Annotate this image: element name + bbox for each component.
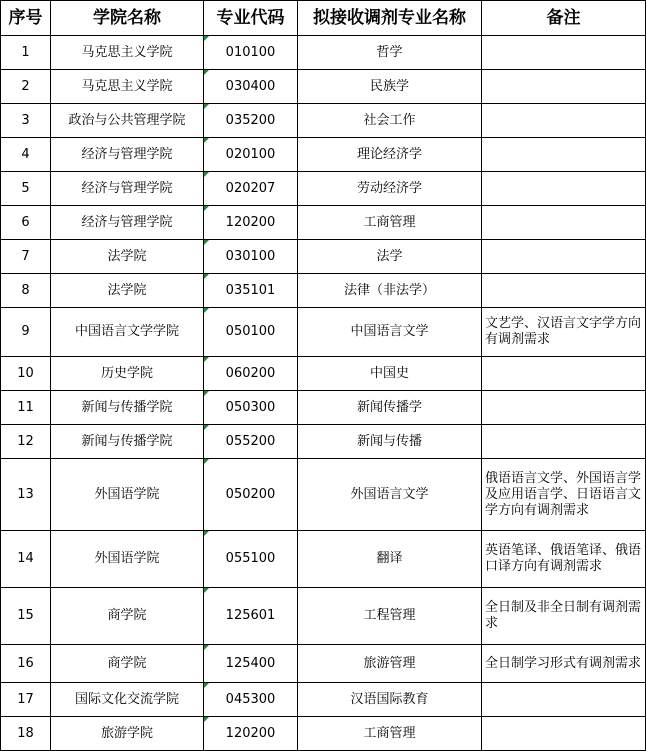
table-row [1, 138, 646, 172]
seq-cell: 7 [1, 240, 51, 274]
seq-cell: 16 [1, 645, 51, 683]
major-cell: 民族学 [298, 70, 482, 104]
note-cell: 英语笔译、俄语笔译、俄语口译方向有调剂需求 [482, 531, 646, 588]
college-cell: 经济与管理学院 [51, 172, 204, 206]
college-cell: 旅游学院 [51, 717, 204, 751]
major-cell: 翻译 [298, 531, 482, 588]
table-row [1, 70, 646, 104]
note-cell [482, 138, 646, 172]
code-cell: 055200 [204, 425, 298, 459]
code-cell: 030100 [204, 240, 298, 274]
table-row [1, 391, 646, 425]
code-cell: 045300 [204, 683, 298, 717]
table-row [1, 531, 646, 588]
college-cell: 外国语学院 [51, 531, 204, 588]
college-cell: 商学院 [51, 645, 204, 683]
college-cell: 历史学院 [51, 357, 204, 391]
table-row [1, 425, 646, 459]
college-cell: 法学院 [51, 274, 204, 308]
college-cell: 商学院 [51, 588, 204, 645]
major-cell: 中国史 [298, 357, 482, 391]
table-row [1, 36, 646, 70]
seq-cell: 8 [1, 274, 51, 308]
major-cell: 哲学 [298, 36, 482, 70]
major-cell: 法学 [298, 240, 482, 274]
table-row [1, 308, 646, 357]
seq-cell: 3 [1, 104, 51, 138]
table-row [1, 645, 646, 683]
table-row [1, 459, 646, 531]
college-cell: 经济与管理学院 [51, 138, 204, 172]
college-cell: 新闻与传播学院 [51, 425, 204, 459]
major-cell: 中国语言文学 [298, 308, 482, 357]
note-cell [482, 274, 646, 308]
college-cell: 法学院 [51, 240, 204, 274]
code-cell: 055100 [204, 531, 298, 588]
code-cell: 035101 [204, 274, 298, 308]
code-cell: 120200 [204, 717, 298, 751]
major-cell: 新闻传播学 [298, 391, 482, 425]
seq-cell: 18 [1, 717, 51, 751]
code-cell: 020207 [204, 172, 298, 206]
seq-cell: 9 [1, 308, 51, 357]
table-row [1, 357, 646, 391]
seq-cell: 10 [1, 357, 51, 391]
seq-cell: 1 [1, 36, 51, 70]
seq-cell: 15 [1, 588, 51, 645]
note-cell [482, 206, 646, 240]
seq-cell: 4 [1, 138, 51, 172]
seq-cell: 17 [1, 683, 51, 717]
table-row [1, 717, 646, 751]
college-cell: 政治与公共管理学院 [51, 104, 204, 138]
code-cell: 030400 [204, 70, 298, 104]
major-cell: 旅游管理 [298, 645, 482, 683]
college-cell: 马克思主义学院 [51, 70, 204, 104]
note-cell [482, 70, 646, 104]
table-row [1, 274, 646, 308]
college-cell: 外国语学院 [51, 459, 204, 531]
note-cell [482, 425, 646, 459]
college-cell: 新闻与传播学院 [51, 391, 204, 425]
major-cell: 劳动经济学 [298, 172, 482, 206]
note-cell: 文艺学、汉语言文字学方向有调剂需求 [482, 308, 646, 357]
note-cell [482, 683, 646, 717]
note-cell [482, 717, 646, 751]
note-cell [482, 104, 646, 138]
code-cell: 120200 [204, 206, 298, 240]
seq-cell: 5 [1, 172, 51, 206]
seq-cell: 14 [1, 531, 51, 588]
header-major: 拟接收调剂专业名称 [298, 1, 482, 36]
code-cell: 050300 [204, 391, 298, 425]
table-row [1, 206, 646, 240]
table-row [1, 683, 646, 717]
table-row [1, 104, 646, 138]
note-cell [482, 391, 646, 425]
table-row [1, 240, 646, 274]
table-row [1, 588, 646, 645]
college-cell: 中国语言文学学院 [51, 308, 204, 357]
major-cell: 工程管理 [298, 588, 482, 645]
header-row [1, 1, 646, 36]
note-cell [482, 172, 646, 206]
college-cell: 国际文化交流学院 [51, 683, 204, 717]
college-cell: 经济与管理学院 [51, 206, 204, 240]
header-seq: 序号 [1, 1, 51, 36]
note-cell [482, 240, 646, 274]
code-cell: 050100 [204, 308, 298, 357]
seq-cell: 12 [1, 425, 51, 459]
code-cell: 020100 [204, 138, 298, 172]
seq-cell: 13 [1, 459, 51, 531]
major-cell: 汉语国际教育 [298, 683, 482, 717]
note-cell [482, 36, 646, 70]
major-cell: 外国语言文学 [298, 459, 482, 531]
major-cell: 工商管理 [298, 206, 482, 240]
code-cell: 125400 [204, 645, 298, 683]
note-cell: 全日制及非全日制有调剂需求 [482, 588, 646, 645]
code-cell: 060200 [204, 357, 298, 391]
table-row [1, 172, 646, 206]
note-cell [482, 357, 646, 391]
note-cell: 全日制学习形式有调剂需求 [482, 645, 646, 683]
note-cell: 俄语语言文学、外国语言学及应用语言学、日语语言文学方向有调剂需求 [482, 459, 646, 531]
major-cell: 新闻与传播 [298, 425, 482, 459]
major-cell: 社会工作 [298, 104, 482, 138]
code-cell: 050200 [204, 459, 298, 531]
major-cell: 理论经济学 [298, 138, 482, 172]
seq-cell: 2 [1, 70, 51, 104]
header-college: 学院名称 [51, 1, 204, 36]
header-note: 备注 [482, 1, 646, 36]
major-cell: 法律（非法学） [298, 274, 482, 308]
major-cell: 工商管理 [298, 717, 482, 751]
seq-cell: 11 [1, 391, 51, 425]
header-code: 专业代码 [204, 1, 298, 36]
seq-cell: 6 [1, 206, 51, 240]
college-cell: 马克思主义学院 [51, 36, 204, 70]
code-cell: 010100 [204, 36, 298, 70]
code-cell: 125601 [204, 588, 298, 645]
code-cell: 035200 [204, 104, 298, 138]
